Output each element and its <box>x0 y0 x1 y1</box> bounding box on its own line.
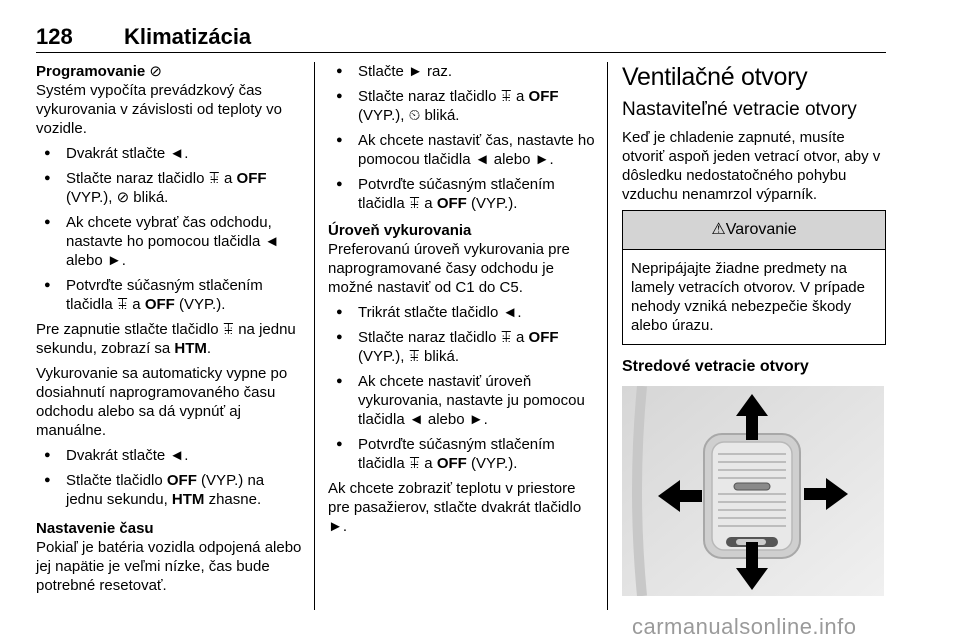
list-item: ● Stlačte naraz tlačidlo ꔯ a OFF (VYP.), ꔯ bliká. <box>328 328 600 366</box>
heater-icon: ꔯ <box>408 195 421 212</box>
timer-icon: ⊘ <box>149 63 162 80</box>
list-item: ● Potvrďte súčasným stlačením tlačidla ꔯ a OFF (VYP.). <box>328 435 600 473</box>
list-item: ● Stlačte ► raz. <box>328 62 600 81</box>
heater-icon: ꔯ <box>500 88 512 105</box>
heater-icon: ꔯ <box>408 455 421 472</box>
warning-box <box>622 210 886 345</box>
paragraph: Pokiaľ je batéria vozidla odpojená alebo jej napätie je veľmi nízke, čas bude potrebné resetovať. <box>36 539 302 594</box>
list-item: ● Potvrďte súčasným stlačením tlačidla ꔯ a OFF (VYP.). <box>328 175 600 213</box>
list-item: ● Trikrát stlačte tlačidlo ◄. <box>328 303 600 322</box>
list-item: ● Stlačte naraz tlačidlo ꔯ a OFF (VYP.), ⊘ bliká. <box>36 169 304 207</box>
section-heading-adjustable-vents: Nastaviteľné vetracie otvory <box>622 99 857 120</box>
page-number: 128 <box>36 24 73 49</box>
heater-icon: ꔯ <box>116 296 129 313</box>
list-item: ● Ak chcete nastaviť úroveň vykurovania, nastavte ju pomocou tlačidla ◄ alebo ►. <box>328 372 600 429</box>
page-title: Klimatizácia <box>124 24 252 49</box>
steps-list <box>36 446 304 509</box>
heater-icon: ꔯ <box>208 170 220 187</box>
heater-icon: ꔯ <box>500 329 512 346</box>
section-heading-center-vents: Stredové vetracie otvory <box>622 358 809 375</box>
column-divider <box>607 62 608 610</box>
list-item: ● Dvakrát stlačte ◄. <box>36 144 304 163</box>
column-1 <box>36 62 304 601</box>
column-2 <box>328 62 600 542</box>
paragraph: Systém vypočíta prevádzkový čas vykurovania v závislosti od teploty vo vozidle. <box>36 82 282 137</box>
list-item: ● Stlačte naraz tlačidlo ꔯ a OFF (VYP.), ⏲ bliká. <box>328 87 600 125</box>
steps-list <box>328 62 600 213</box>
heater-icon: ꔯ <box>222 321 235 338</box>
list-item: ● Dvakrát stlačte ◄. <box>36 446 304 465</box>
list-item: ● Ak chcete nastaviť čas, nastavte ho pomocou tlačidla ◄ alebo ►. <box>328 131 600 169</box>
list-item: ● Stlačte tlačidlo OFF (VYP.) na jednu sekundu, HTM zhasne. <box>36 471 304 509</box>
watermark: carmanualsonline.info <box>632 614 857 639</box>
paragraph: Vykurovanie sa automaticky vypne po dosiahnutí naprogramovaného času odchodu alebo sa dá vypnúť aj manuálne. <box>36 365 288 439</box>
center-vent-illustration <box>622 386 884 596</box>
section-heading-heating-level: Úroveň vykurovania <box>328 222 472 239</box>
section-heading-time: Nastavenie času <box>36 520 154 537</box>
column-3 <box>622 62 886 601</box>
steps-list <box>36 144 304 314</box>
page-header <box>36 22 886 53</box>
warning-text: Nepripájajte žiadne predmety na lamely vetracích otvorov. V prípade nehody vzniká nebezpečie škody alebo úrazu. <box>631 260 865 334</box>
warning-icon: ⚠ <box>711 221 726 238</box>
steps-list <box>328 303 600 473</box>
list-item: ● Ak chcete vybrať čas odchodu, nastavte ho pomocou tlačidla ◄ alebo ►. <box>36 213 304 270</box>
list-item: ● Potvrďte súčasným stlačením tlačidla ꔯ a OFF (VYP.). <box>36 276 304 314</box>
warning-header: ⚠Varovanie <box>623 211 885 250</box>
paragraph: Preferovanú úroveň vykurovania pre naprogramované časy odchodu je možné nastaviť od C1 do C5. <box>328 241 570 296</box>
chapter-heading: Ventilačné otvory <box>622 63 808 91</box>
section-heading-programming: Programovanie ⊘ <box>36 63 162 80</box>
paragraph: Keď je chladenie zapnuté, musíte otvoriť aspoň jeden vetrací otvor, aby v dôsledku nedostatočného pohybu vzduchu nenamrzol výparník. <box>622 129 881 203</box>
paragraph: Ak chcete zobraziť teplotu v priestore pre pasažierov, stlačte dvakrát tlačidlo ►. <box>328 480 582 535</box>
column-divider <box>314 62 315 610</box>
paragraph: Pre zapnutie stlačte tlačidlo ꔯ na jednu sekundu, zobrazí sa HTM. <box>36 321 296 357</box>
